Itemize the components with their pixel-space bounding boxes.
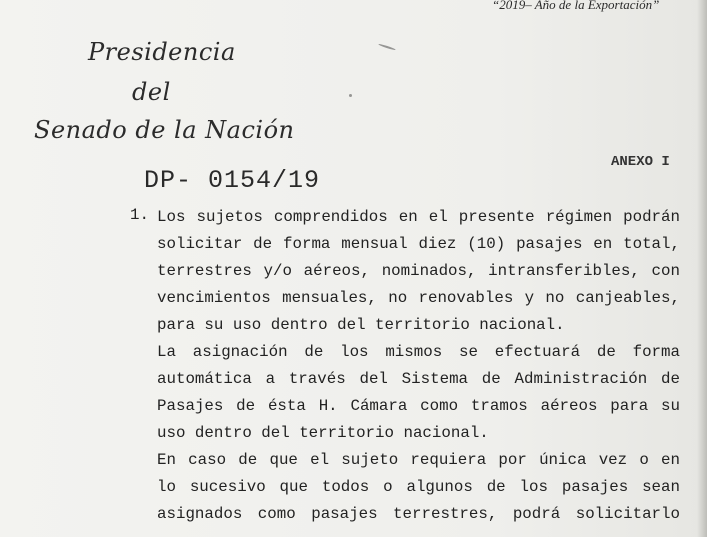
scan-mark [378,43,396,50]
year-motto-header: “2019– Año de la Exportación” [492,0,660,12]
body-line: terrestres y/o aéreos, nominados, intransferibles, con [157,262,680,280]
body-line: para su uso dentro del territorio nacional. [157,316,565,334]
body-line: automática a través del Sistema de Administración de [157,370,680,388]
item-number: 1. [130,206,149,224]
body-line: asignados como pasajes terrestres, podrá solicitarlo [157,505,680,523]
body-line: vencimientos mensuales, no renovables y no canjeables, [157,289,680,307]
letterhead-presidencia: Presidencia [88,38,236,66]
body-line: lo sucesivo que todos o algunos de los pasajes sean [157,478,680,496]
body-line: Pasajes de ésta H. Cámara como tramos aéreos para su [157,397,680,415]
letterhead-del: del [132,78,171,106]
body-line: La asignación de los mismos se efectuará de forma [157,343,680,361]
body-line: Los sujetos comprendidos en el presente régimen podrán [157,208,680,226]
scan-mark [349,94,352,97]
body-line: En caso de que el sujeto requiera por única vez o en [157,451,680,469]
body-line: uso dentro del territorio nacional. [157,424,489,442]
letterhead-senado: Senado de la Nación [34,116,295,144]
annex-label: ANEXO I [611,154,670,170]
document-number: DP- 0154/19 [144,166,321,195]
scan-edge-shadow [697,0,707,537]
body-line: solicitar de forma mensual diez (10) pasajes en total, [157,235,680,253]
